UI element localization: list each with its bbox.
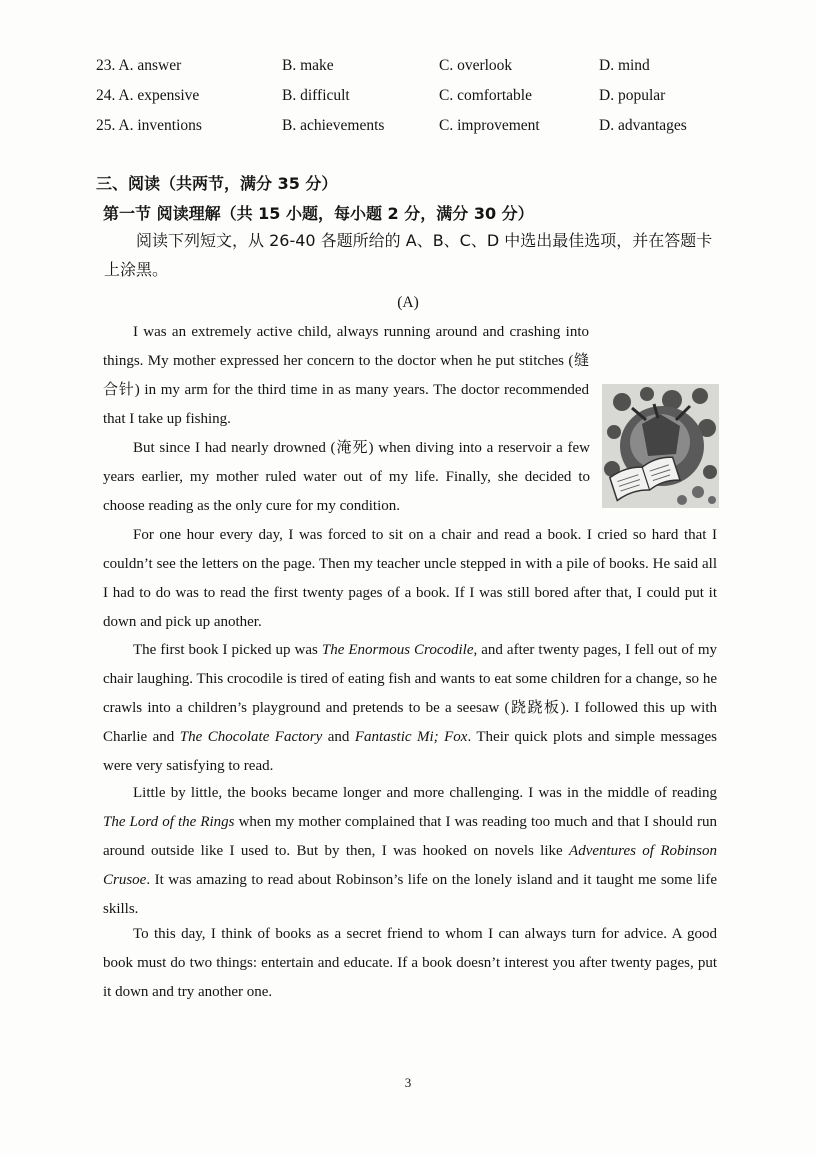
paragraph-3: For one hour every day, I was forced to sit on a chair and read a book. I cried so hard that I couldn’t see the letters on the page. Then my teacher uncle stepped in with a pile of books. He said all I had to do was to read the first twenty pages of a book. If I was still bored after that, I could put it down and pick up another. xyxy=(103,527,717,630)
page-number: 3 xyxy=(404,1075,412,1090)
option-a: 24. A. expensive xyxy=(96,87,200,104)
passage-title: (A) xyxy=(397,294,419,311)
p5-text-3: . It was amazing to read about Robinson’s life on the lonely island and it taught me some life skills. xyxy=(103,872,717,917)
book-title-lord-of-the-rings: The Lord of the Rings xyxy=(103,814,235,830)
option-b: B. achievements xyxy=(282,117,385,134)
paragraph-2: But since I had nearly drowned (淹死) when diving into a reservoir a few years earlier, my mother ruled water out of my life. Finally, she decided to choose reading as the only cure for my condition. xyxy=(103,440,590,514)
book-title-chocolate-factory: The Chocolate Factory xyxy=(179,729,323,745)
option-d: D. popular xyxy=(599,87,666,104)
paragraph-1-text: I was an extremely active child, always running around and crashing into things. My mother expressed her concern to the doctor when he put stitches (缝合针) in my arm for the third time in as many years. The doctor recommended that I take up fishing. xyxy=(103,324,589,427)
book-title-enormous-crocodile: The Enormous Crocodile xyxy=(321,642,474,658)
paragraph-5 xyxy=(103,779,717,924)
option-a: 23. A. answer xyxy=(96,57,182,74)
p5-text-1: Little by little, the books became longer and more challenging. I was in the middle of reading xyxy=(133,785,717,801)
paragraph-6: To this day, I think of books as a secret friend to whom I can always turn for advice. A good book must do two things: entertain and educate. If a book doesn’t interest you after twenty pages, put it down and try another one. xyxy=(103,926,717,1000)
p4-text-1: The first book I picked up was xyxy=(133,642,322,658)
p5-text-2: when my mother complained that I was reading too much and that I should run around outside like I used to. But by then, I was hooked on novels like xyxy=(103,814,717,859)
instruction-text: 阅读下列短文，从 26-40 各题所给的 A、B、C、D 中选出最佳选项，并在答题卡上涂黑。 xyxy=(104,231,713,279)
option-b: B. make xyxy=(282,57,334,74)
option-a: 25. A. inventions xyxy=(96,117,202,134)
subsection-heading: 第一节 阅读理解（共 15 小题，每小题 2 分，满分 30 分） xyxy=(103,204,534,223)
option-c: C. overlook xyxy=(439,57,513,74)
option-b: B. difficult xyxy=(282,87,350,104)
section-heading: 三、阅读（共两节，满分 35 分） xyxy=(96,174,338,193)
book-reading-illustration xyxy=(602,384,719,508)
p4-text-2: , and after twenty pages, I fell out of my chair laughing. This crocodile is tired of eating fish and wants to eat some children for a change, so he crawls into a children’s playground and pretends to be a seesaw (跷跷板). I followed this up with Charlie and xyxy=(103,642,718,745)
paragraph-4 xyxy=(103,636,717,781)
option-d: D. advantages xyxy=(599,117,687,134)
option-c: C. comfortable xyxy=(439,87,532,104)
p4-text-3: and xyxy=(322,729,355,745)
option-d: D. mind xyxy=(599,57,650,74)
book-title-robinson-crusoe: Adventures of Robinson Crusoe xyxy=(103,843,717,888)
book-title-fantastic-fox: Fantastic Mi; Fox xyxy=(354,729,468,745)
option-c: C. improvement xyxy=(439,117,540,134)
p4-text-4: . Their quick plots and simple messages were very satisfying to read. xyxy=(103,729,717,774)
